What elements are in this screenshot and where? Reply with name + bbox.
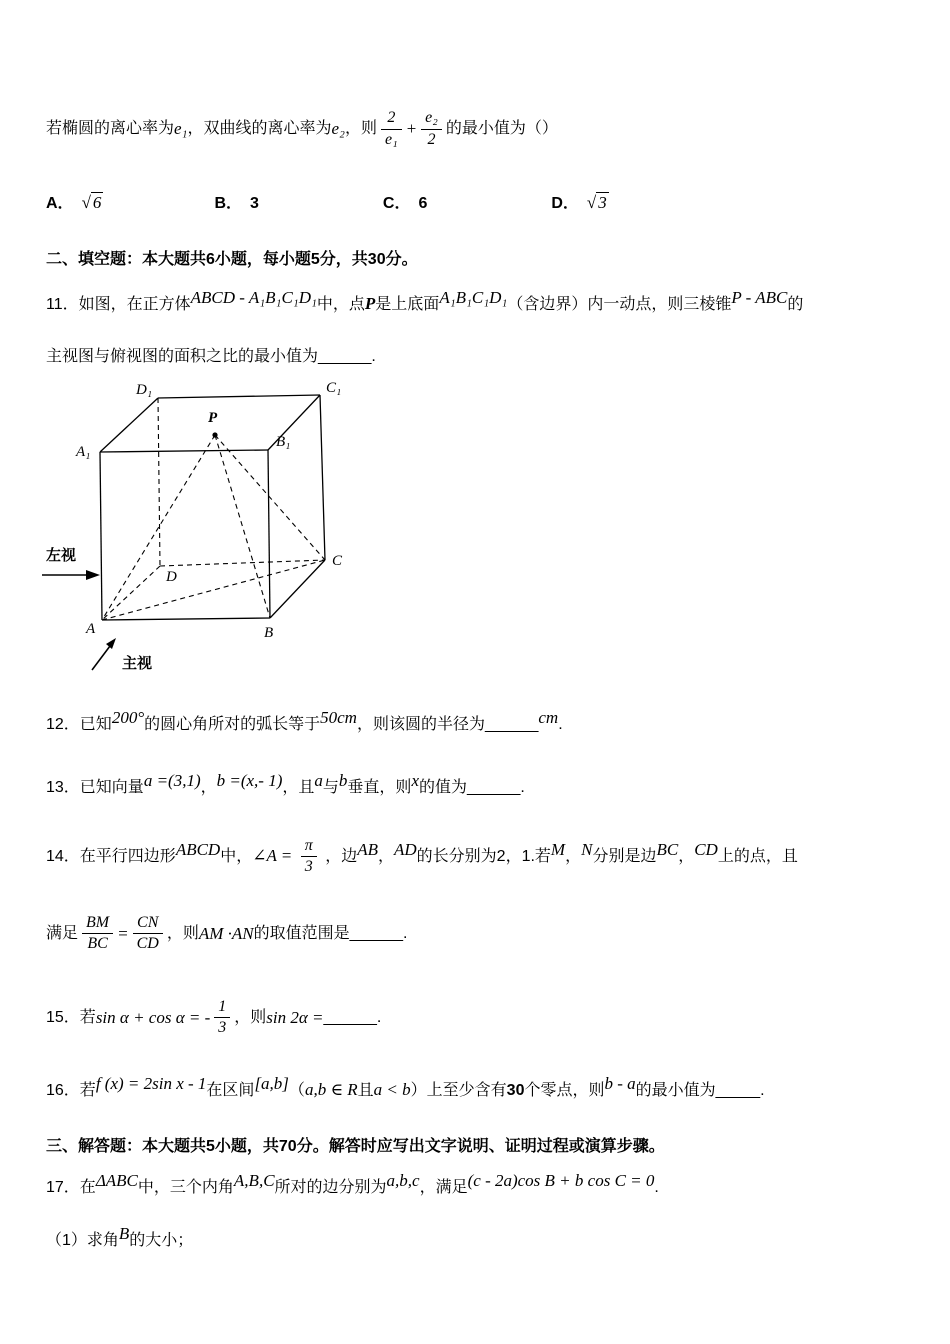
section-2-heading: 二、填空题：本大题共6小题，每小题5分，共30分。 [46,251,418,268]
q16-t5: ）上至少含有 [410,1081,507,1099]
plus-operator: + [405,119,418,138]
fraction-numerator: CN [133,914,163,934]
q12-t2: 的圆心角所对的弧长等于 [144,716,321,733]
section-3-heading: 三、解答题：本大题共5小题，共70分。解答时应写出文字说明、证明过程或演算步骤。 [46,1137,665,1155]
q14-t9: 上的点，且 [717,848,798,866]
q11-t2: 中，点 [316,296,365,313]
question-11-line-1 [46,289,904,320]
fraction-numerator: π [301,837,317,857]
q11-point-p: P [364,294,376,313]
q13-t4: 与 [322,779,339,796]
q12-t3: ，则该圆的半径为______ [356,716,539,733]
q10-e2: e₂ [331,119,345,138]
q14-m: M [550,840,566,860]
option-a-value [82,192,104,212]
q12-t4: . [558,716,563,733]
question-10-stem [46,100,904,158]
fraction-denominator: CD [136,935,159,953]
question-15 [46,991,904,1045]
q16-a-lt-b: a < b [373,1079,411,1099]
q14-t12: 的取值范围是______. [253,924,408,942]
option-b-label: B． [214,194,243,212]
figure-container [40,378,904,683]
option-a-label: A． [46,195,74,212]
question-11-line-2: 主视图与俯视图的面积之比的最小值为______. [46,348,376,365]
q11-t1: 11．如图，在正方体 [46,296,191,313]
q14-t5: 的长分别为2，1.若 [416,848,551,866]
q13-t6: 的值为______. [418,779,525,796]
cube-hidden-edges [102,398,325,620]
option-d-value [587,192,609,212]
q11-t3: 是上底面 [375,296,440,313]
q14-am-an: AM ·AN [198,923,254,943]
left-view-arrow [42,570,100,580]
q14-t10: 满足 [46,924,79,942]
q10-t1: 若椭圆的离心率为 [46,120,175,137]
q10-e1: e₁ [174,119,188,138]
q13-vector-a: a =(3,1) [143,771,201,790]
fraction-cn-over-cd [133,914,163,954]
question-17 [46,1172,904,1203]
q17-t1: 17．在 [46,1178,96,1196]
fraction-2-over-e1 [381,109,402,149]
radicand: 3 [598,193,607,212]
q16-t4: 且 [357,1081,374,1099]
q16-t6: 个零点，则 [524,1081,605,1099]
q11-top-face: A₁B₁C₁D₁ [439,288,508,307]
q13-vector-b: b =(x,- 1) [216,771,283,790]
arrowhead-icon [86,570,100,580]
vertex-label-b: B [264,625,274,641]
q13-a: a [314,771,323,790]
q17-t5: . [654,1178,659,1196]
vertex-label-c1: C₁ [326,380,342,396]
question-14-line-1 [46,837,904,877]
q14-abcd: ABCD [175,840,221,860]
q14-t4: ， [377,848,394,866]
option-d-label: D． [551,195,579,212]
fraction-denominator: 3 [218,1019,227,1037]
q10-t3: ，则 [344,120,377,137]
q17-sub2: 的大小； [129,1231,194,1249]
q11-pyramid: P - ABC [731,288,788,307]
q14-t3: ，边 [325,848,358,866]
q16-interval: [a,b] [254,1073,289,1093]
fraction-e2-over-2 [421,109,442,149]
fraction-numerator: BM [82,914,113,934]
q14-t11: ，则 [166,924,199,942]
q17-sub1: （1）求角 [46,1231,119,1249]
q12-t1: 12．已知 [46,716,112,733]
option-c-value: 6 [418,194,428,212]
q13-x: x [411,771,419,790]
fraction-denominator: e₁ [384,130,398,148]
question-14-line-2 [46,907,904,961]
q13-t1: 13．已知向量 [46,779,144,796]
cube-visible-edges [100,395,325,620]
q14-bc: BC [656,840,679,860]
left-view-label: 左视 [46,547,77,564]
vertex-label-d: D [166,569,177,585]
q14-ab: AB [357,840,378,860]
vertex-label-a1: A₁ [76,444,91,460]
vertex-label-c: C [332,553,343,569]
vertex-label-p: P [208,410,218,426]
q16-t3: （ [288,1081,305,1099]
equals-sign: = [117,923,129,943]
q11-t5: 的 [787,296,804,313]
q13-t3: ，且 [282,779,315,796]
option-c [383,189,547,219]
question-13 [46,772,904,803]
front-view-arrow [92,638,116,670]
q16-function: f (x) = 2sin x - 1 [95,1073,207,1093]
fraction-numerator: 1 [214,998,230,1018]
q14-ad: AD [394,840,417,860]
q15-t3: ______. [323,1008,382,1026]
fraction-1-over-3 [214,998,230,1038]
q13-t2: ， [200,779,217,796]
fraction-numerator: e₂ [421,109,442,129]
question-16 [46,1075,904,1106]
question-12 [46,709,904,740]
q17-angle-b: B [118,1223,130,1243]
q17-angles: A,B,C [233,1170,275,1190]
radicand: 6 [92,193,102,212]
question-17-part-1 [46,1225,904,1256]
option-b-value: 3 [250,194,259,212]
pyramid-edges [102,435,325,620]
point-p-dot [212,432,217,437]
option-b [214,189,378,219]
q15-t2: ，则 [234,1008,267,1026]
option-d [551,188,715,219]
q12-angle: 200° [111,708,145,727]
fraction-numerator: 2 [381,109,402,129]
q12-unit: cm [538,708,559,727]
fraction-bm-over-bc [82,914,113,954]
cube-figure [40,378,400,678]
options-row [46,188,904,219]
q16-t1: 16．若 [46,1081,96,1099]
sqrt-sign: √ [586,193,597,212]
q16-count-30: 30 [506,1081,525,1099]
q16-b-minus-a: b - a [604,1073,636,1093]
q16-t2: 在区间 [206,1081,255,1099]
sqrt-sign: √ [81,193,91,212]
q17-sides: a,b,c [386,1170,420,1190]
q15-sin2a: sin 2α = [266,1007,324,1027]
q10-t2: ，双曲线的离心率为 [187,120,332,137]
q17-equation: (c - 2a)cos B + b cos C = 0 [467,1170,655,1190]
q12-arclength: 50cm [320,708,357,727]
q16-t7: 的最小值为_____. [635,1081,765,1099]
front-view-label: 主视 [122,655,153,672]
vertex-label-b1: B₁ [276,434,291,450]
q14-t7: 分别是边 [592,848,657,866]
q13-t5: 垂直，则 [347,779,412,796]
q17-t2: 中，三个内角 [137,1178,234,1196]
q16-ab-in-r: a,b ∈ R [304,1079,358,1099]
vertex-label-a: A [86,621,96,637]
fraction-denominator: 3 [304,858,313,876]
q11-cube-name: ABCD - A₁B₁C₁D₁ [190,288,317,307]
q15-t1: 15．若 [46,1008,96,1026]
q11-t4: （含边界）内一动点，则三棱锥 [507,296,732,313]
arrowhead-icon [106,638,116,649]
q10-t4: 的最小值为（） [445,120,558,137]
fraction-denominator: BC [87,935,108,953]
q17-triangle: ΔABC [95,1170,138,1190]
q14-t2: 中， [220,848,253,866]
q13-b: b [338,771,348,790]
vertex-label-d1: D₁ [136,382,153,398]
q14-t6: ， [565,848,582,866]
q14-t8: ， [678,848,695,866]
q17-t3: 所对的边分别为 [274,1178,387,1196]
q14-angle-a: ∠A = [252,846,293,866]
q14-n: N [581,840,593,860]
q14-cd: CD [694,840,718,860]
q17-t4: ，满足 [419,1178,468,1196]
fraction-denominator: 2 [427,130,436,148]
fraction-pi-over-3 [301,837,317,877]
option-c-label: C． [382,194,411,212]
q15-identity: sin α + cos α = - [95,1007,211,1027]
option-a [46,188,210,219]
q14-t1: 14．在平行四边形 [46,848,176,866]
